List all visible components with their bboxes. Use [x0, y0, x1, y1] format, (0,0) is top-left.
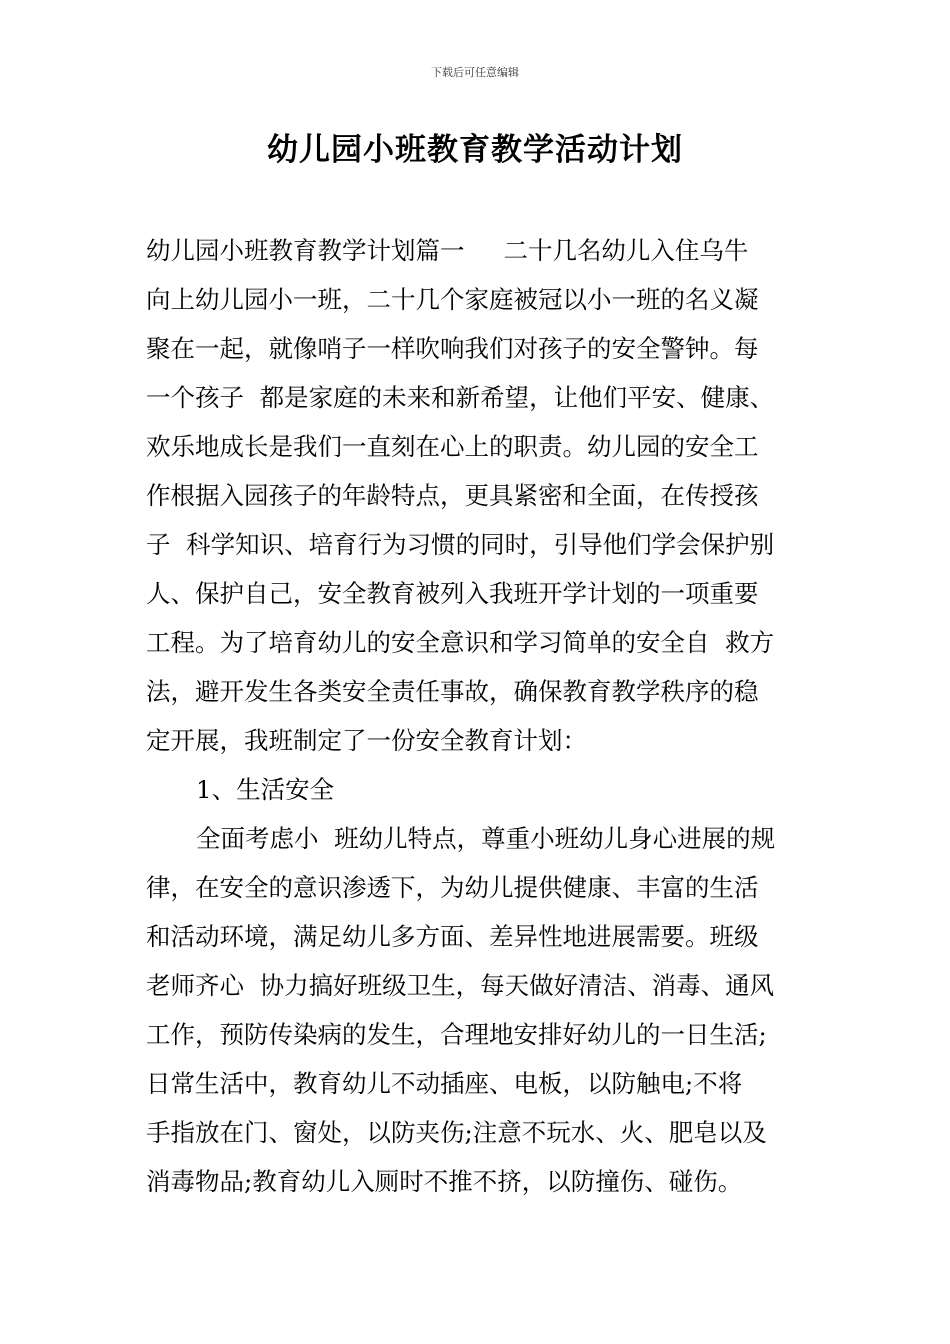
body-line: 作根据入园孩子的年龄特点，更具紧密和全面，在传授孩: [146, 481, 759, 510]
body-line: 一个孩子 都是家庭的未来和新希望，让他们平安、健康、: [146, 383, 775, 412]
body-line: 欢乐地成长是我们一直刻在心上的职责。幼儿园的安全工: [146, 432, 759, 461]
body-line: 人、保护自己，安全教育被列入我班开学计划的一项重要: [146, 579, 759, 608]
body-line: 工作，预防传染病的发生，合理地安排好幼儿的一日生活;: [146, 1020, 767, 1049]
body-line: 工程。为了培育幼儿的安全意识和学习简单的安全自 救方: [146, 628, 775, 657]
section-heading: 1、生活安全: [196, 775, 335, 804]
body-line: 聚在一起，就像哨子一样吹响我们对孩子的安全警钟。每: [146, 334, 759, 363]
document-title: 幼儿园小班教育教学活动计划: [267, 132, 683, 168]
body-line: 向上幼儿园小一班，二十几个家庭被冠以小一班的名义凝: [146, 285, 759, 314]
body-line: 老师齐心 协力搞好班级卫生，每天做好清洁、消毒、通风: [146, 971, 775, 1000]
body-line: 律，在安全的意识渗透下，为幼儿提供健康、丰富的生活: [146, 873, 759, 902]
body-line: 子 科学知识、培育行为习惯的同时，引导他们学会保护别: [146, 530, 775, 559]
body-line: 法，避开发生各类安全责任事故，确保教育教学秩序的稳: [146, 677, 759, 706]
body-line: 幼儿园小班教育教学计划篇一 二十几名幼儿入住乌牛: [146, 236, 749, 265]
body-line: 日常生活中，教育幼儿不动插座、电板，以防触电;不将: [146, 1069, 743, 1098]
body-line: 消毒物品;教育幼儿入厕时不推不挤，以防撞伤、碰伤。: [146, 1167, 743, 1196]
body-line: 定开展，我班制定了一份安全教育计划：: [146, 726, 587, 755]
document-body: [146, 226, 808, 1206]
body-line: 和活动环境，满足幼儿多方面、差异性地进展需要。班级: [146, 922, 759, 951]
body-line: 手指放在门、窗处，以防夹伤;注意不玩水、火、肥皂以及: [146, 1118, 767, 1147]
body-line: 全面考虑小 班幼儿特点，尊重小班幼儿身心进展的规: [196, 824, 776, 853]
page-header-note: 下载后可任意编辑: [431, 66, 519, 79]
